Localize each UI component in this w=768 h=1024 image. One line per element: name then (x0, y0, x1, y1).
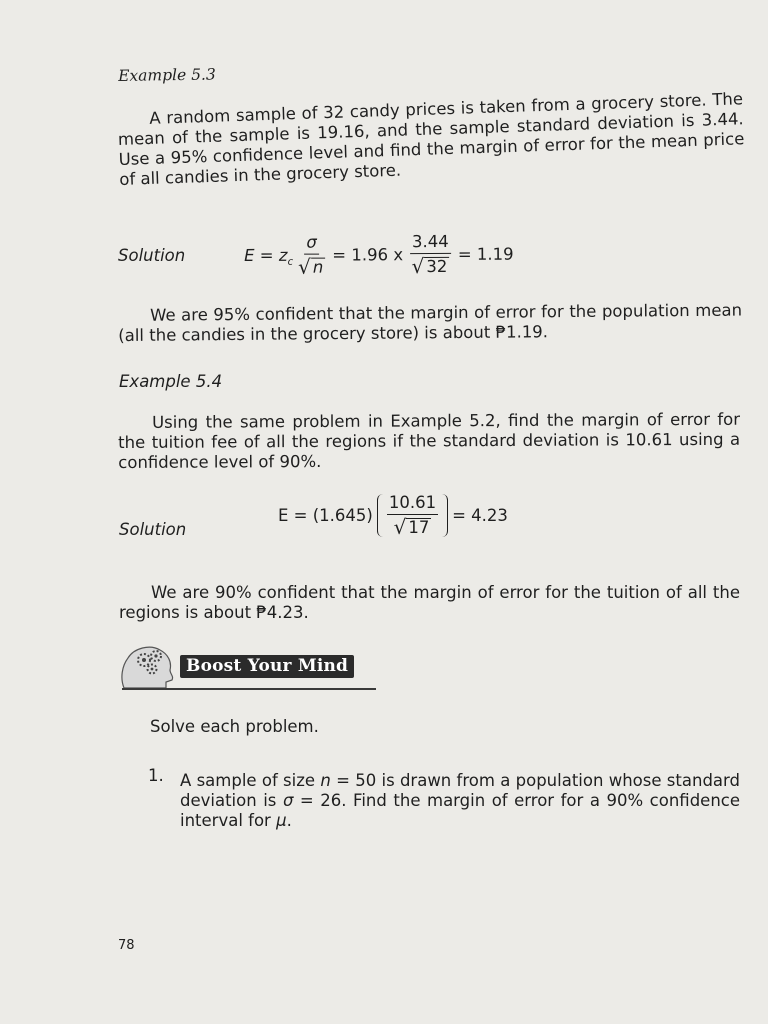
banner-underline (122, 688, 376, 690)
formula-result: = 1.19 (457, 244, 514, 264)
frac-denominator (411, 254, 450, 279)
var-n: n (320, 771, 331, 790)
frac-numerator: 3.44 (410, 233, 451, 254)
radicand: n (312, 257, 324, 277)
boost-instruction: Solve each problem. (150, 717, 319, 736)
radical-icon: √ (298, 254, 311, 279)
formula-lhs: E = (1.645) (278, 505, 373, 525)
radical-icon: √ (393, 515, 407, 539)
formula-subscript: c (287, 256, 294, 268)
frac-denominator (298, 255, 325, 277)
problem-text-part: = 50 is drawn from a population whose standard deviation is (180, 771, 740, 810)
example-5-3-conclusion: We are 95% confident that the margin of error for the population mean (all the candies in the grocery store) is about ₱1.19. (118, 300, 743, 345)
example-5-3-heading: Example 5.3 (118, 65, 216, 85)
example-5-4-conclusion: We are 90% confident that the margin of error for the tuition of all the regions is about ₱4.23. (119, 583, 740, 622)
example-5-4-solution-label: Solution (119, 520, 187, 539)
var-mu: μ (276, 811, 287, 830)
value-fraction (410, 231, 451, 279)
example-5-3-formula (244, 233, 514, 277)
formula-mid: = 1.96 x (332, 244, 404, 265)
radicand: 17 (408, 518, 430, 537)
example-5-3-solution-label: Solution (118, 246, 186, 265)
frac-numerator: σ (304, 234, 319, 255)
radicand: 32 (426, 256, 448, 277)
frac-denominator (394, 515, 432, 537)
problem-text (180, 771, 740, 831)
problem-number: 1. (148, 766, 164, 785)
example-5-4-formula (278, 494, 508, 537)
var-sigma: σ (282, 791, 294, 810)
problem-text-part: . (286, 811, 292, 830)
frac-numerator: 10.61 (387, 494, 438, 515)
formula-result: = 4.23 (452, 505, 508, 525)
problem-text-part: A sample of size (180, 771, 321, 790)
radical-icon: √ (411, 254, 425, 279)
example-5-3-problem: A random sample of 32 candy prices is taken from a grocery store. The mean of the sample is 19.16, and the sample standard deviation is 3.44. Use a 95% confidence level and find the margin of error for the mean price of all candies in the grocery store. (117, 89, 745, 189)
page-number: 78 (118, 938, 135, 953)
problem-text-part: = 26. Find the margin of error for a 90% confidence interval for (180, 791, 740, 830)
boost-your-mind-title: Boost Your Mind (180, 655, 354, 678)
value-fraction (387, 494, 438, 537)
formula-lhs: E = z (244, 245, 288, 265)
sigma-over-root-n (298, 234, 325, 277)
example-5-4-heading: Example 5.4 (119, 372, 223, 391)
example-5-4-problem: Using the same problem in Example 5.2, find the margin of error for the tuition fee of all the regions if the standard deviation is 10.61 using a confidence level of 90%. (118, 409, 741, 472)
bracketed-fraction (377, 494, 448, 537)
